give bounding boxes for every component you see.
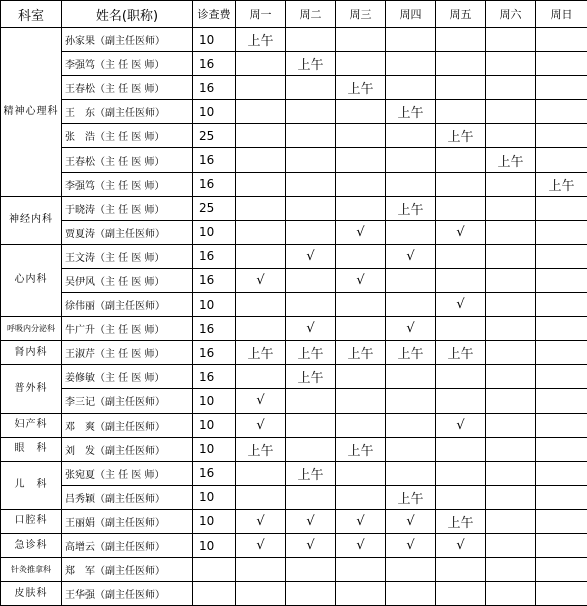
header-mon: 周一 [236,1,286,28]
slot-mon-cell: 上午 [236,341,286,365]
slot-fri-cell [436,389,486,413]
fee-cell: 16 [193,244,236,268]
doctor-cell: 吕秀颖（副主任医师） [62,485,193,509]
slot-thu-cell: √ [386,317,436,341]
slot-mon-cell [236,558,286,582]
dept-cell: 皮肤科 [1,582,62,606]
slot-mon-cell: √ [236,413,286,437]
table-row [1,558,587,582]
slot-wed-cell: √ [336,220,386,244]
slot-fri-cell [436,244,486,268]
slot-wed-cell [336,148,386,172]
slot-wed-cell: √ [336,509,386,533]
slot-fri-cell: √ [436,413,486,437]
header-thu: 周四 [386,1,436,28]
slot-sat-cell [486,389,536,413]
slot-thu-cell: 上午 [386,196,436,220]
fee-cell: 16 [193,76,236,100]
slot-wed-cell [336,172,386,196]
slot-fri-cell [436,268,486,292]
slot-thu-cell [386,172,436,196]
slot-thu-cell [386,558,436,582]
slot-wed-cell [336,558,386,582]
slot-thu-cell [386,461,436,485]
slot-fri-cell [436,76,486,100]
slot-wed-cell [336,365,386,389]
table-row [1,533,587,557]
dept-cell: 心内科 [1,244,62,316]
slot-sat-cell [486,485,536,509]
dept-cell: 神经内科 [1,196,62,244]
doctor-cell: 王淑芹（主 任 医 师） [62,341,193,365]
doctor-cell: 高增云（副主任医师） [62,533,193,557]
header-tue: 周二 [286,1,336,28]
slot-wed-cell [336,28,386,52]
doctor-cell: 李强笃（主 任 医 师） [62,52,193,76]
table-row [1,148,587,172]
slot-mon-cell [236,52,286,76]
dept-cell: 普外科 [1,365,62,413]
slot-fri-cell [436,148,486,172]
slot-fri-cell [436,461,486,485]
slot-sat-cell [486,220,536,244]
table-row [1,268,587,292]
dept-cell: 口腔科 [1,509,62,533]
fee-cell: 25 [193,124,236,148]
dept-cell: 妇产科 [1,413,62,437]
slot-sat-cell [486,293,536,317]
slot-sat-cell [486,52,536,76]
fee-cell: 10 [193,485,236,509]
slot-fri-cell [436,28,486,52]
slot-mon-cell: √ [236,268,286,292]
slot-thu-cell: √ [386,244,436,268]
table-row [1,220,587,244]
slot-mon-cell: √ [236,389,286,413]
doctor-cell: 徐伟丽（副主任医师） [62,293,193,317]
doctor-cell: 郑 军（副主任医师） [62,558,193,582]
slot-sun-cell [536,28,587,52]
slot-fri-cell: 上午 [436,341,486,365]
doctor-cell: 王文涛（主 任 医 师） [62,244,193,268]
slot-sat-cell [486,341,536,365]
slot-sat-cell [486,413,536,437]
table-row [1,365,587,389]
slot-sun-cell [536,100,587,124]
slot-sun-cell [536,52,587,76]
slot-thu-cell [386,76,436,100]
fee-cell: 10 [193,533,236,557]
slot-mon-cell [236,461,286,485]
doctor-cell: 吴伊风（主 任 医 师） [62,268,193,292]
doctor-cell: 刘 发（副主任医师） [62,437,193,461]
slot-mon-cell: 上午 [236,437,286,461]
slot-sun-cell [536,582,587,606]
fee-cell: 10 [193,28,236,52]
slot-fri-cell: 上午 [436,124,486,148]
slot-mon-cell [236,485,286,509]
slot-thu-cell [386,52,436,76]
table-row [1,461,587,485]
doctor-cell: 王华强（副主任医师） [62,582,193,606]
table-row [1,341,587,365]
slot-thu-cell [386,220,436,244]
slot-mon-cell: √ [236,509,286,533]
table-row [1,582,587,606]
slot-thu-cell: 上午 [386,100,436,124]
slot-sat-cell [486,509,536,533]
dept-cell: 肾内科 [1,341,62,365]
slot-tue-cell [286,148,336,172]
table-row [1,196,587,220]
slot-sat-cell [486,124,536,148]
slot-sun-cell [536,558,587,582]
fee-cell: 10 [193,509,236,533]
dept-cell: 呼吸内分泌科 [1,317,62,341]
slot-wed-cell [336,485,386,509]
slot-sat-cell: 上午 [486,148,536,172]
fee-cell: 10 [193,100,236,124]
slot-tue-cell: 上午 [286,341,336,365]
slot-sat-cell [486,100,536,124]
header-name: 姓名(职称) [62,1,193,28]
slot-tue-cell [286,100,336,124]
doctor-cell: 王春松（主 任 医 师） [62,148,193,172]
doctor-cell: 李强笃（主 任 医 师） [62,172,193,196]
doctor-cell: 张宛夏（主 任 医 师） [62,461,193,485]
table-row [1,437,587,461]
slot-thu-cell [386,148,436,172]
slot-wed-cell [336,582,386,606]
dept-cell: 精神心理科 [1,28,62,197]
slot-fri-cell [436,365,486,389]
slot-tue-cell [286,582,336,606]
slot-tue-cell: √ [286,317,336,341]
slot-fri-cell [436,582,486,606]
table-row [1,124,587,148]
slot-tue-cell [286,413,336,437]
slot-mon-cell [236,220,286,244]
slot-sat-cell [486,461,536,485]
doctor-cell: 王丽娟（副主任医师） [62,509,193,533]
doctor-cell: 王春松（主 任 医 师） [62,76,193,100]
fee-cell: 10 [193,220,236,244]
table-row [1,52,587,76]
slot-sun-cell [536,485,587,509]
slot-mon-cell: √ [236,533,286,557]
slot-sat-cell [486,437,536,461]
slot-fri-cell [436,172,486,196]
slot-sat-cell [486,28,536,52]
header-fri: 周五 [436,1,486,28]
slot-wed-cell [336,244,386,268]
slot-tue-cell [286,28,336,52]
fee-cell: 16 [193,172,236,196]
slot-sat-cell [486,172,536,196]
header-wed: 周三 [336,1,386,28]
slot-thu-cell [386,28,436,52]
slot-tue-cell [286,485,336,509]
slot-thu-cell [386,365,436,389]
slot-sat-cell [486,533,536,557]
slot-wed-cell [336,461,386,485]
slot-sun-cell [536,293,587,317]
table-row [1,100,587,124]
doctor-cell: 于晓涛（主 任 医 师） [62,196,193,220]
slot-tue-cell [286,293,336,317]
slot-fri-cell: √ [436,533,486,557]
slot-sun-cell [536,317,587,341]
slot-fri-cell [436,558,486,582]
doctor-cell: 张 浩（主 任 医 师） [62,124,193,148]
slot-mon-cell [236,148,286,172]
doctor-cell: 贾夏涛（副主任医师） [62,220,193,244]
slot-tue-cell: √ [286,244,336,268]
doctor-cell: 邓 爽（副主任医师） [62,413,193,437]
fee-cell: 10 [193,413,236,437]
slot-thu-cell [386,268,436,292]
fee-cell: 16 [193,317,236,341]
slot-mon-cell [236,317,286,341]
slot-wed-cell: 上午 [336,437,386,461]
slot-thu-cell [386,293,436,317]
slot-tue-cell [286,196,336,220]
slot-sat-cell [486,196,536,220]
header-sun: 周日 [536,1,587,28]
slot-sat-cell [486,268,536,292]
doctor-cell: 牛广升（主 任 医 师） [62,317,193,341]
slot-thu-cell: 上午 [386,341,436,365]
slot-thu-cell [386,582,436,606]
slot-thu-cell [386,389,436,413]
fee-cell: 16 [193,461,236,485]
doctor-cell: 孙家果（副主任医师） [62,28,193,52]
fee-cell: 16 [193,52,236,76]
slot-mon-cell [236,100,286,124]
slot-sat-cell [486,365,536,389]
doctor-cell: 王 东（副主任医师） [62,100,193,124]
slot-wed-cell: 上午 [336,76,386,100]
slot-wed-cell: √ [336,533,386,557]
slot-tue-cell: 上午 [286,52,336,76]
slot-tue-cell: 上午 [286,461,336,485]
slot-thu-cell: √ [386,533,436,557]
slot-sun-cell [536,437,587,461]
slot-fri-cell [436,52,486,76]
slot-tue-cell [286,389,336,413]
slot-wed-cell [336,293,386,317]
slot-mon-cell [236,76,286,100]
slot-sun-cell [536,341,587,365]
slot-mon-cell [236,124,286,148]
slot-tue-cell: 上午 [286,365,336,389]
slot-tue-cell: √ [286,509,336,533]
fee-cell: 16 [193,148,236,172]
slot-wed-cell [336,52,386,76]
slot-sat-cell [486,317,536,341]
slot-sun-cell [536,461,587,485]
slot-wed-cell: 上午 [336,341,386,365]
table-row [1,413,587,437]
dept-cell: 眼 科 [1,437,62,461]
slot-tue-cell [286,558,336,582]
fee-cell [193,582,236,606]
slot-tue-cell [286,437,336,461]
slot-sun-cell [536,268,587,292]
slot-sat-cell [486,582,536,606]
header-row [1,1,587,28]
dept-cell: 针灸推拿科 [1,558,62,582]
slot-wed-cell [336,317,386,341]
slot-tue-cell [286,268,336,292]
slot-mon-cell [236,172,286,196]
slot-mon-cell [236,582,286,606]
slot-mon-cell [236,196,286,220]
table-row [1,76,587,100]
slot-thu-cell: 上午 [386,485,436,509]
slot-wed-cell [336,100,386,124]
header-dept: 科室 [1,1,62,28]
slot-fri-cell: 上午 [436,509,486,533]
table-row [1,293,587,317]
slot-wed-cell [336,196,386,220]
slot-sun-cell [536,148,587,172]
slot-fri-cell [436,437,486,461]
slot-mon-cell [236,365,286,389]
slot-wed-cell: √ [336,268,386,292]
slot-thu-cell [386,413,436,437]
slot-sun-cell [536,124,587,148]
fee-cell: 16 [193,341,236,365]
slot-fri-cell [436,196,486,220]
slot-tue-cell [286,172,336,196]
fee-cell: 10 [193,293,236,317]
slot-fri-cell [436,485,486,509]
dept-cell: 急诊科 [1,533,62,557]
slot-tue-cell: √ [286,533,336,557]
slot-mon-cell [236,293,286,317]
fee-cell: 16 [193,365,236,389]
slot-sun-cell [536,220,587,244]
slot-fri-cell: √ [436,220,486,244]
slot-sun-cell [536,244,587,268]
header-fee: 诊查费 [193,1,236,28]
slot-wed-cell [336,413,386,437]
slot-sun-cell [536,509,587,533]
slot-sun-cell [536,196,587,220]
slot-sun-cell [536,389,587,413]
slot-mon-cell [236,244,286,268]
fee-cell: 25 [193,196,236,220]
schedule-body [1,28,587,606]
slot-thu-cell: √ [386,509,436,533]
slot-fri-cell: √ [436,293,486,317]
table-row [1,244,587,268]
slot-sun-cell [536,76,587,100]
slot-sat-cell [486,76,536,100]
table-row [1,317,587,341]
dept-cell: 儿 科 [1,461,62,509]
slot-wed-cell [336,124,386,148]
slot-sun-cell [536,365,587,389]
slot-thu-cell [386,124,436,148]
table-row [1,389,587,413]
slot-tue-cell [286,220,336,244]
slot-sat-cell [486,244,536,268]
slot-sat-cell [486,558,536,582]
fee-cell [193,558,236,582]
doctor-cell: 李三记（副主任医师） [62,389,193,413]
slot-tue-cell [286,76,336,100]
slot-sun-cell [536,533,587,557]
table-row [1,28,587,52]
slot-thu-cell [386,437,436,461]
table-row [1,172,587,196]
fee-cell: 16 [193,268,236,292]
slot-fri-cell [436,100,486,124]
slot-sun-cell [536,413,587,437]
header-sat: 周六 [486,1,536,28]
table-row [1,509,587,533]
table-row [1,485,587,509]
slot-sun-cell: 上午 [536,172,587,196]
slot-mon-cell: 上午 [236,28,286,52]
slot-wed-cell [336,389,386,413]
slot-tue-cell [286,124,336,148]
fee-cell: 10 [193,437,236,461]
doctor-cell: 姜修敏（主 任 医 师） [62,365,193,389]
fee-cell: 10 [193,389,236,413]
slot-fri-cell [436,317,486,341]
